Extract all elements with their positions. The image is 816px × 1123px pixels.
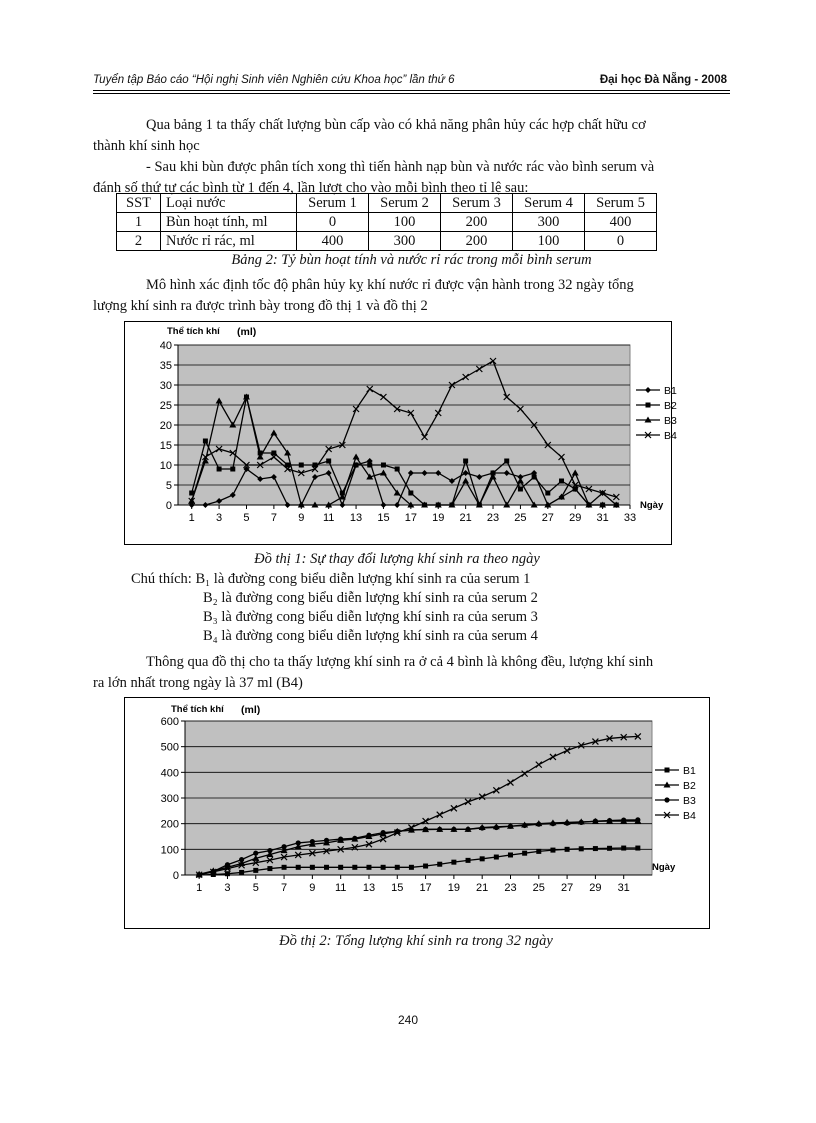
note-b4: B₄ là đường cong biểu diễn lượng khí sinh ra của serum 4 bbox=[203, 628, 538, 644]
data-point-b3 bbox=[296, 840, 301, 845]
data-point-b3 bbox=[253, 851, 258, 856]
data-point-b3 bbox=[437, 827, 442, 832]
table-header-cell: Serum 3 bbox=[441, 194, 513, 213]
chart-1-caption: Đồ thị 1: Sự thay đổi lượng khí sinh ra theo ngày bbox=[254, 551, 540, 567]
data-point-b3 bbox=[366, 833, 371, 838]
data-point-b3 bbox=[621, 817, 626, 822]
data-point-b2 bbox=[559, 479, 564, 484]
chart-1-notes bbox=[131, 570, 538, 646]
chart-1 bbox=[125, 322, 677, 544]
legend-label-b1: B1 bbox=[664, 385, 677, 397]
data-point-b1 bbox=[466, 858, 471, 863]
x-tick-label: 13 bbox=[362, 882, 376, 894]
table-header-cell: Serum 5 bbox=[585, 194, 657, 213]
note-b2: B₂ là đường cong biểu diễn lượng khí sinh ra của serum 2 bbox=[203, 590, 538, 606]
x-tick-label: 11 bbox=[322, 512, 335, 524]
data-point-b1 bbox=[621, 846, 626, 851]
chart-2-frame bbox=[124, 697, 710, 929]
x-tick-label: 1 bbox=[188, 512, 195, 524]
x-tick-label: 5 bbox=[252, 882, 259, 894]
data-point-b1 bbox=[395, 865, 400, 870]
data-point-b2 bbox=[217, 467, 222, 472]
data-point-b2 bbox=[367, 463, 372, 468]
legend-marker-b1 bbox=[665, 768, 670, 773]
notes-lead: Chú thích: bbox=[131, 571, 196, 587]
x-tick-label: 23 bbox=[504, 882, 517, 894]
data-point-b1 bbox=[267, 866, 272, 871]
y-tick-label: 600 bbox=[160, 716, 179, 728]
paragraph-1 bbox=[93, 115, 730, 199]
data-point-b2 bbox=[395, 467, 400, 472]
legend-marker-b1 bbox=[645, 387, 651, 393]
table-cell: 0 bbox=[297, 213, 369, 232]
data-point-b2 bbox=[230, 467, 235, 472]
data-point-b3 bbox=[508, 824, 513, 829]
data-point-b1 bbox=[225, 871, 230, 876]
data-point-b3 bbox=[338, 836, 343, 841]
y-tick-label: 20 bbox=[159, 420, 172, 432]
data-point-b1 bbox=[352, 865, 357, 870]
data-point-b1 bbox=[536, 849, 541, 854]
table-cell: 0 bbox=[585, 232, 657, 251]
x-tick-label: 9 bbox=[309, 882, 316, 894]
legend-label-b4: B4 bbox=[664, 430, 677, 442]
x-tick-label: 29 bbox=[569, 512, 582, 524]
x-tick-label: 3 bbox=[216, 512, 223, 524]
data-point-b1 bbox=[508, 852, 513, 857]
table-header-cell: SST bbox=[117, 194, 161, 213]
y-tick-label: 25 bbox=[159, 400, 172, 412]
data-point-b3 bbox=[423, 827, 428, 832]
x-tick-label: 21 bbox=[459, 512, 472, 524]
data-point-b1 bbox=[494, 855, 499, 860]
data-point-b1 bbox=[296, 865, 301, 870]
x-tick-label: 7 bbox=[270, 512, 277, 524]
table-caption: Bảng 2: Tỷ bùn hoạt tính và nước rỉ rác trong mỗi bình serum bbox=[231, 252, 592, 268]
x-tick-label: 17 bbox=[419, 882, 432, 894]
data-point-b3 bbox=[480, 825, 485, 830]
data-point-b1 bbox=[565, 847, 570, 852]
y-tick-label: 30 bbox=[159, 380, 172, 392]
table-cell: 1 bbox=[117, 213, 161, 232]
data-point-b3 bbox=[607, 818, 612, 823]
paragraph-2-line-2: lượng khí sinh ra được trình bày trong đồ thị 1 và đồ thị 2 bbox=[93, 298, 428, 314]
paragraph-1-line-2: thành khí sinh học bbox=[93, 138, 200, 154]
table-cell: 400 bbox=[297, 232, 369, 251]
table-cell: 400 bbox=[585, 213, 657, 232]
x-tick-label: 31 bbox=[596, 512, 609, 524]
y-tick-label: 0 bbox=[172, 870, 179, 882]
header-rule bbox=[93, 90, 730, 94]
y-tick-label: 200 bbox=[160, 818, 179, 831]
data-point-b2 bbox=[545, 491, 550, 496]
data-point-b2 bbox=[518, 487, 523, 492]
paragraph-2 bbox=[93, 275, 730, 317]
legend-label-b1: B1 bbox=[683, 765, 696, 777]
legend-label-b2: B2 bbox=[664, 400, 677, 412]
table-header-cell: Serum 2 bbox=[369, 194, 441, 213]
table-cell: 300 bbox=[369, 232, 441, 251]
x-axis-label: Ngày bbox=[652, 862, 676, 873]
x-tick-label: 19 bbox=[447, 882, 461, 894]
y-tick-label: 40 bbox=[159, 340, 172, 352]
data-point-b1 bbox=[550, 848, 555, 853]
data-point-b3 bbox=[451, 827, 456, 832]
y-axis-unit: (ml) bbox=[237, 326, 257, 338]
page-number: 240 bbox=[397, 1013, 419, 1027]
legend-label-b4: B4 bbox=[683, 810, 696, 822]
legend-label-b2: B2 bbox=[683, 780, 696, 792]
x-tick-label: 7 bbox=[280, 882, 288, 894]
paragraph-1-line-4: đánh số thứ tự các bình từ 1 đến 4, lần lượt cho vào mỗi bình theo tỉ lệ sau: bbox=[93, 180, 529, 196]
data-point-b3 bbox=[281, 844, 286, 849]
chart-2 bbox=[125, 698, 709, 928]
legend-label-b3: B3 bbox=[664, 415, 677, 427]
y-tick-label: 5 bbox=[165, 480, 172, 492]
data-point-b1 bbox=[310, 865, 315, 870]
data-point-b2 bbox=[504, 459, 509, 464]
data-point-b1 bbox=[338, 865, 343, 870]
data-point-b3 bbox=[522, 823, 527, 828]
data-point-b1 bbox=[451, 860, 456, 865]
legend-label-b3: B3 bbox=[683, 795, 696, 807]
header-left: Tuyển tập Báo cáo “Hội nghị Sinh viên Nghiên cứu Khoa học” lần thứ 6 bbox=[93, 74, 455, 86]
note-b1: B₁ là đường cong biểu diễn lượng khí sinh ra của serum 1 bbox=[195, 571, 531, 587]
data-point-b3 bbox=[239, 857, 244, 862]
y-axis-label: Thể tích khí bbox=[171, 704, 224, 715]
data-point-b3 bbox=[593, 819, 598, 824]
chart-1-frame bbox=[124, 321, 677, 545]
data-point-b3 bbox=[324, 838, 329, 843]
data-point-b3 bbox=[494, 825, 499, 830]
data-point-b3 bbox=[381, 830, 386, 835]
table-header-cell: Loại nước bbox=[161, 194, 297, 213]
data-point-b1 bbox=[579, 846, 584, 851]
ratio-table bbox=[116, 193, 657, 251]
data-point-b3 bbox=[465, 827, 470, 832]
y-tick-label: 100 bbox=[160, 844, 179, 857]
data-point-b1 bbox=[253, 868, 258, 873]
y-tick-label: 400 bbox=[160, 767, 179, 780]
x-tick-label: 27 bbox=[560, 882, 574, 894]
x-tick-label: 15 bbox=[391, 882, 404, 894]
data-point-b1 bbox=[282, 865, 287, 870]
data-point-b1 bbox=[324, 865, 329, 870]
data-point-b1 bbox=[480, 856, 485, 861]
data-point-b3 bbox=[310, 839, 315, 844]
table-row bbox=[117, 232, 657, 251]
data-point-b3 bbox=[536, 822, 541, 827]
x-axis-label: Ngày bbox=[640, 500, 664, 511]
paragraph-1-line-1: Qua bảng 1 ta thấy chất lượng bùn cấp vào có khả năng phân hủy các hợp chất hữu cơ bbox=[146, 117, 646, 133]
x-tick-label: 15 bbox=[377, 512, 390, 524]
y-tick-label: 0 bbox=[165, 500, 172, 512]
data-point-b3 bbox=[352, 836, 357, 841]
x-tick-label: 21 bbox=[476, 882, 489, 894]
data-point-b2 bbox=[203, 439, 208, 444]
x-tick-label: 5 bbox=[243, 512, 250, 524]
y-axis-unit: (ml) bbox=[241, 704, 261, 716]
data-point-b1 bbox=[607, 846, 612, 851]
paragraph-3-line-1: Thông qua đồ thị cho ta thấy lượng khí sinh ra ở cả 4 bình là không đều, lượng khí sinh bbox=[146, 654, 654, 670]
x-tick-label: 25 bbox=[532, 882, 545, 894]
x-tick-label: 29 bbox=[589, 882, 602, 894]
table-cell: 100 bbox=[369, 213, 441, 232]
table-cell: 2 bbox=[117, 232, 161, 251]
table-cell: Nước rỉ rác, ml bbox=[161, 232, 297, 251]
table-header-cell: Serum 1 bbox=[297, 194, 369, 213]
x-tick-label: 11 bbox=[334, 882, 347, 894]
table-row bbox=[117, 213, 657, 232]
y-tick-label: 500 bbox=[160, 741, 179, 754]
data-point-b2 bbox=[408, 491, 413, 496]
data-point-b3 bbox=[267, 848, 272, 853]
x-tick-label: 31 bbox=[617, 882, 630, 894]
data-point-b1 bbox=[437, 862, 442, 867]
table-cell: 200 bbox=[441, 213, 513, 232]
data-point-b3 bbox=[635, 817, 640, 822]
data-point-b1 bbox=[635, 846, 640, 851]
data-point-b2 bbox=[463, 459, 468, 464]
y-tick-label: 35 bbox=[159, 360, 172, 372]
data-point-b1 bbox=[409, 865, 414, 870]
x-tick-label: 25 bbox=[514, 512, 527, 524]
data-point-b1 bbox=[522, 851, 527, 856]
paragraph-3-line-2: ra lớn nhất trong ngày là 37 ml (B4) bbox=[93, 675, 303, 691]
x-tick-label: 3 bbox=[224, 882, 231, 894]
data-point-b1 bbox=[239, 870, 244, 875]
data-point-b1 bbox=[423, 864, 428, 869]
x-tick-label: 9 bbox=[298, 512, 305, 524]
table-cell: 200 bbox=[441, 232, 513, 251]
data-point-b3 bbox=[579, 820, 584, 825]
paragraph-3 bbox=[93, 652, 730, 694]
chart-2-caption: Đồ thị 2: Tổng lượng khí sinh ra trong 32 ngày bbox=[279, 933, 553, 949]
table-header-row bbox=[117, 194, 657, 213]
x-tick-label: 23 bbox=[486, 512, 500, 524]
y-tick-label: 300 bbox=[160, 793, 179, 805]
table-cell: Bùn hoạt tính, ml bbox=[161, 213, 297, 232]
y-tick-label: 10 bbox=[159, 460, 172, 472]
paragraph-1-line-3: - Sau khi bùn được phân tích xong thì tiến hành nạp bùn và nước rác vào bình serum và bbox=[146, 159, 655, 175]
x-tick-label: 13 bbox=[349, 512, 363, 524]
table-header-cell: Serum 4 bbox=[513, 194, 585, 213]
data-point-b2 bbox=[326, 459, 331, 464]
x-tick-label: 17 bbox=[404, 512, 417, 524]
y-tick-label: 15 bbox=[159, 440, 172, 452]
data-point-b3 bbox=[564, 821, 569, 826]
data-point-b1 bbox=[366, 865, 371, 870]
y-axis-label: Thể tích khí bbox=[167, 326, 220, 337]
table-cell: 300 bbox=[513, 213, 585, 232]
header-right: Đại học Đà Nẵng - 2008 bbox=[599, 74, 727, 86]
x-tick-label: 19 bbox=[432, 512, 445, 524]
note-b3: B₃ là đường cong biểu diễn lượng khí sinh ra của serum 3 bbox=[203, 609, 538, 625]
legend-marker-b3 bbox=[664, 797, 669, 802]
data-point-b1 bbox=[593, 846, 598, 851]
x-tick-label: 27 bbox=[541, 512, 554, 524]
x-tick-label: 1 bbox=[196, 882, 203, 894]
legend-marker-b2 bbox=[646, 403, 651, 408]
data-point-b3 bbox=[550, 821, 555, 826]
data-point-b2 bbox=[532, 475, 537, 480]
data-point-b2 bbox=[299, 463, 304, 468]
table-cell: 100 bbox=[513, 232, 585, 251]
x-tick-label: 33 bbox=[623, 512, 637, 524]
data-point-b2 bbox=[381, 463, 386, 468]
data-point-b1 bbox=[381, 865, 386, 870]
paragraph-2-line-1: Mô hình xác định tốc độ phân hủy kỵ khí nước rỉ được vận hành trong 32 ngày tổng bbox=[146, 277, 634, 293]
